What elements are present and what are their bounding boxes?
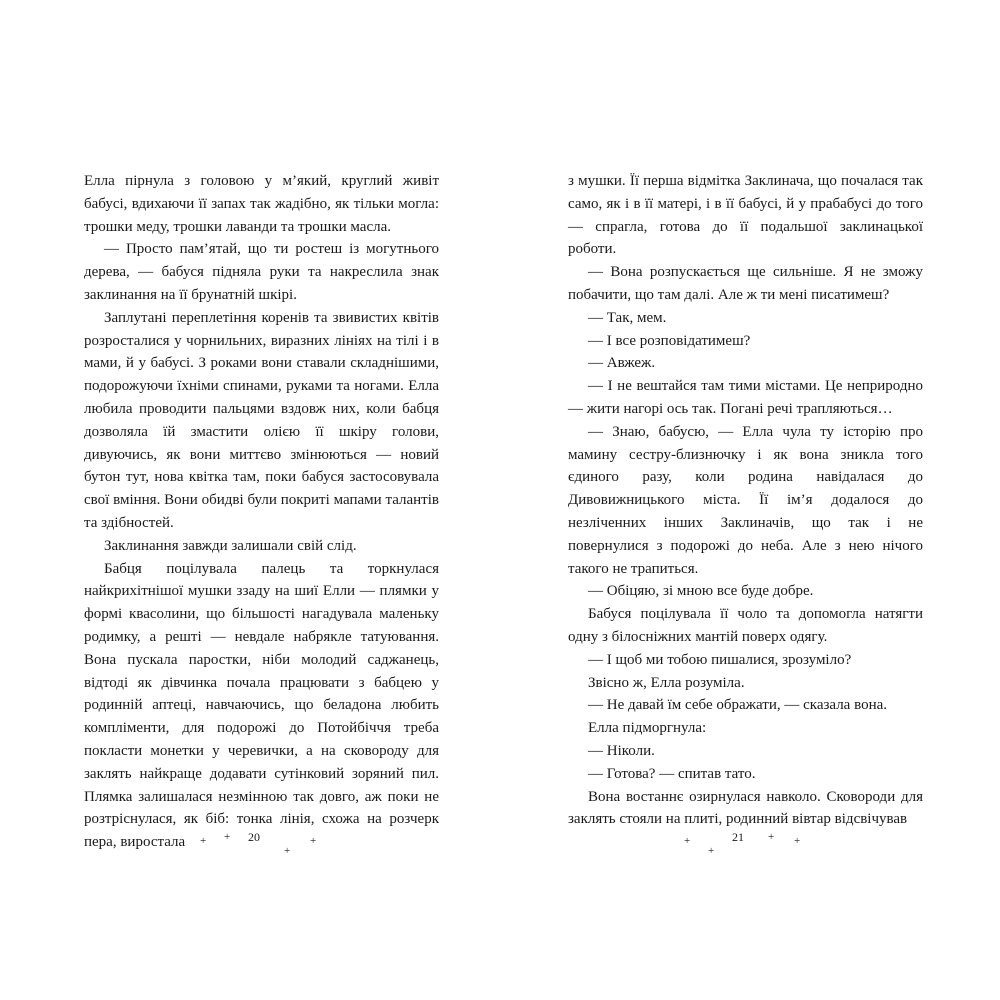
paragraph: — І щоб ми тобою пишалися, зрозуміло?	[588, 651, 852, 668]
paragraph: — Авжеж.	[588, 355, 656, 372]
sparkle-ornament: +	[768, 831, 775, 843]
sparkle-ornament: +	[684, 835, 691, 847]
right-page	[568, 170, 923, 831]
paragraph: Заклинання завжди залишали свій слід.	[104, 537, 357, 554]
sparkle-ornament: +	[708, 845, 715, 857]
paragraph: Заплутані переплетіння коренів та звивистих квітів розросталися у чорнильних, виразних лініях на тілі і в мами, й у бабусі. З роками вони ставали складнішими, подорожуючи їхніми спинами, руками та ногами. Елла любила проводити пальцями вздовж них, коли бабця дозволяла їй змастити олією її шкіру голови, дивуючись, як вони миттєво змінюються — новий бутон тут, нова квітка там, поки бабуся застосовувала свої вміння. Вони обидві були покриті мапами талантів та здібностей.	[84, 309, 439, 531]
paragraph: Бабця поцілувала палець та торкнулася найкрихітнішої мушки ззаду на шиї Елли — плямки у формі квасолини, що більшості нагадувала маленьку родимку, а решті — невдале набрякле татуювання. Вона пускала паростки, ніби молодий саджанець, відтоді як дівчинка почала працювати з бабцею у родинній аптеці, навчаючись, що беладона любить компліменти, для подорожі до Потойбіччя треба покласти монетки у черевички, а на сковороду для заклять найкраще додавати сутінковий зоряний пил. Плямка залишалася незмінною так довго, аж поки не розтріснулася, як біб: тонка лінія, схожа на розчерк пера, виростала	[84, 560, 439, 851]
paragraph: з мушки. Її перша відмітка Заклинача, що почалася так само, як і в її матері, і в її бабусі, й у прабабусі до того — спрагла, готова до її подальшої заклинацької роботи.	[568, 173, 923, 258]
left-page	[84, 170, 439, 854]
sparkle-ornament: +	[200, 835, 207, 847]
page-number: 21	[732, 830, 744, 844]
paragraph: — Вона розпускається ще сильніше. Я не зможу побачити, що там далі. Але ж ти мені писатимеш?	[568, 264, 923, 303]
paragraph: — Ніколи.	[588, 742, 655, 759]
paragraph: — І все розповідатимеш?	[588, 332, 751, 349]
paragraph: Звісно ж, Елла розуміла.	[588, 674, 745, 691]
paragraph: Елла пірнула з головою у м’який, круглий живіт бабусі, вдихаючи її запах так жадібно, як тільки могла: трошки меду, трошки лаванди та трошки масла.	[84, 173, 439, 235]
sparkle-ornament: +	[284, 845, 291, 857]
paragraph: — Так, мем.	[588, 309, 667, 326]
paragraph: — Знаю, бабусю, — Елла чула ту історію про мамину сестру-близнючку і як вона зникла того єдиного разу, коли родина навідалася до Дивовижницького міста. Її ім’я додалося до незліченних інших Заклиначів, що так і не повернулися з подорожі до неба. Але з нею нічого такого не трапиться.	[568, 423, 923, 577]
sparkle-ornament: +	[224, 831, 231, 843]
left-page-folio	[190, 822, 330, 862]
right-page-folio	[674, 822, 814, 862]
paragraph: Елла підморгнула:	[588, 720, 707, 737]
paragraph: Вона востаннє озирнулася навколо. Сковороди для заклять стояли на плиті, родинний вівтар відсвічував	[568, 788, 923, 828]
sparkle-ornament: +	[310, 835, 317, 847]
paragraph: Бабуся поцілувала її чоло та допомогла натягти одну з білосніжних мантій поверх одягу.	[568, 606, 923, 645]
paragraph: — І не вештайся там тими містами. Це неприродно — жити нагорі ось так. Погані речі трапляються…	[568, 378, 923, 417]
paragraph: — Обіцяю, зі мною все буде добре.	[588, 583, 814, 600]
paragraph: — Не давай їм себе ображати, — сказала вона.	[588, 697, 888, 714]
sparkle-ornament: +	[794, 835, 801, 847]
paragraph: — Готова? — спитав тато.	[588, 765, 756, 782]
paragraph: — Просто пам’ятай, що ти ростеш із могутнього дерева, — бабуся підняла руки та накреслила знак заклинання на її брунатній шкірі.	[84, 241, 439, 303]
page-number: 20	[248, 830, 260, 844]
